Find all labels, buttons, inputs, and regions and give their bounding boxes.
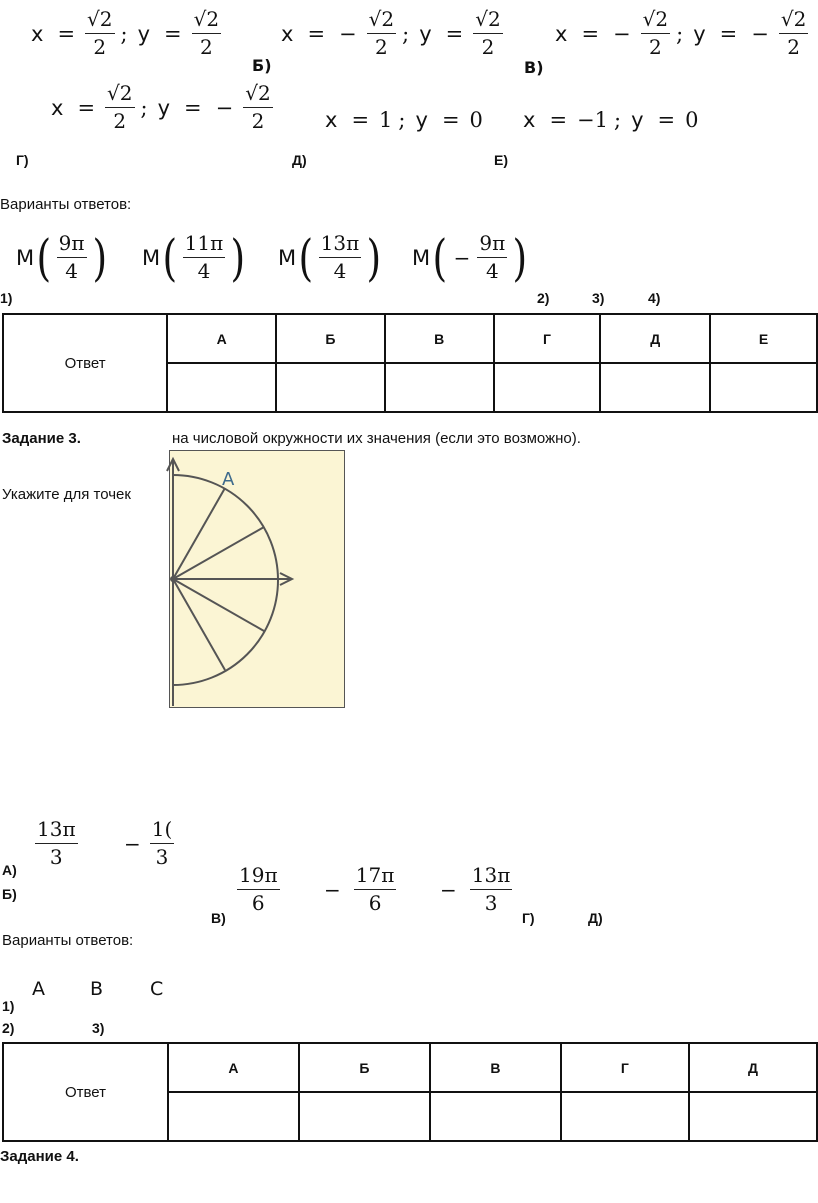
equals-sign: =	[549, 108, 568, 132]
option-e-expression	[516, 108, 702, 132]
semicolon: ;	[402, 21, 410, 46]
equals-sign: =	[164, 21, 182, 46]
answer-cell[interactable]	[710, 363, 817, 412]
table-header: Г	[494, 314, 601, 363]
table-header: Е	[710, 314, 817, 363]
minus-sign: −	[440, 877, 457, 902]
x-value: −1	[577, 108, 609, 132]
fraction	[57, 232, 87, 283]
left-paren: (	[432, 228, 448, 287]
numerator: 13π	[319, 232, 362, 258]
ray	[173, 579, 264, 631]
abc-label-3: 3)	[92, 1020, 105, 1036]
denominator: 6	[251, 891, 265, 915]
option-g-label: Г)	[522, 910, 535, 926]
denominator: 3	[155, 845, 169, 869]
point-label-3: 3)	[592, 290, 605, 306]
denominator: 6	[368, 891, 382, 915]
numerator: 17π	[354, 864, 397, 890]
equals-sign: =	[445, 21, 464, 46]
answer-cell[interactable]	[494, 363, 601, 412]
option-g-expression	[44, 82, 276, 133]
point-a-label: A	[222, 469, 235, 490]
task3-text: на числовой окружности их значения (если это возможно).	[172, 430, 581, 447]
left-paren: (	[298, 228, 314, 287]
point-label-4: 4)	[648, 290, 661, 306]
option-g-fraction	[324, 864, 399, 915]
fraction	[367, 8, 396, 59]
table-header: В	[430, 1043, 561, 1092]
equals-sign: =	[307, 21, 326, 46]
y-symbol: y	[137, 21, 151, 46]
numerator: √2	[641, 8, 670, 34]
option-d-fraction	[440, 864, 515, 915]
denominator: 2	[649, 35, 662, 59]
task4-title: Задание 4.	[0, 1148, 79, 1165]
answer-cell[interactable]	[561, 1092, 689, 1141]
equals-sign: =	[719, 21, 738, 46]
numerator: 11π	[183, 232, 226, 258]
numerator: √2	[243, 82, 272, 108]
semicolon: ;	[614, 108, 622, 132]
numerator: √2	[105, 82, 134, 108]
numerator: √2	[473, 8, 502, 34]
table-header: А	[167, 314, 276, 363]
table-header: Б	[276, 314, 385, 363]
y-symbol: y	[419, 21, 432, 46]
x-symbol: x	[281, 21, 294, 46]
option-v-label: В)	[524, 58, 544, 77]
x-symbol: x	[51, 95, 64, 120]
numerator: √2	[779, 8, 808, 34]
x-symbol: x	[31, 21, 44, 46]
fraction	[237, 864, 280, 915]
numerator: √2	[192, 8, 221, 34]
point-m-1	[16, 228, 109, 287]
y-symbol: y	[631, 108, 644, 132]
letter-a: A	[32, 978, 45, 1000]
minus-sign: −	[613, 21, 631, 46]
y-symbol: y	[693, 21, 706, 46]
m-symbol: M	[412, 245, 431, 270]
table-header: А	[168, 1043, 299, 1092]
fraction	[105, 82, 134, 133]
denominator: 4	[197, 259, 211, 283]
denominator: 2	[93, 35, 107, 59]
option-d-expression	[318, 108, 486, 132]
right-paren: )	[230, 228, 246, 287]
option-v-expression	[548, 8, 811, 59]
x-symbol: x	[523, 108, 536, 132]
numerator: 9π	[57, 232, 87, 258]
denominator: 4	[485, 259, 499, 283]
left-paren: (	[36, 228, 52, 287]
option-a-expression	[24, 8, 224, 59]
variants-label: Варианты ответов:	[0, 196, 132, 213]
option-a-label: А)	[2, 862, 17, 878]
point-label-1: 1)	[0, 290, 13, 306]
fraction	[192, 8, 221, 59]
minus-sign: −	[324, 877, 341, 902]
numerator: 13π	[470, 864, 513, 890]
equals-sign: =	[581, 21, 600, 46]
fraction	[35, 818, 78, 869]
fraction	[183, 232, 226, 283]
denominator: 3	[49, 845, 63, 869]
left-paren: (	[162, 228, 178, 287]
option-v-label: В)	[211, 910, 226, 926]
denominator: 2	[481, 35, 495, 59]
fraction	[470, 864, 513, 915]
y-symbol: y	[415, 108, 428, 132]
task3-text-left: Укажите для точек	[2, 486, 131, 503]
numerator: √2	[367, 8, 396, 34]
right-paren: )	[91, 228, 107, 287]
denominator: 3	[484, 891, 498, 915]
fraction	[150, 818, 175, 869]
option-b-fraction	[124, 817, 173, 869]
ray	[173, 527, 264, 579]
fraction	[641, 8, 670, 59]
table-header: Д	[600, 314, 710, 363]
semicolon: ;	[120, 21, 128, 46]
option-e-label: Е)	[494, 152, 508, 168]
y-value: 0	[469, 108, 483, 132]
equals-sign: =	[657, 108, 676, 132]
answer-cell[interactable]	[276, 363, 385, 412]
unit-circle-svg	[170, 451, 346, 709]
letter-b: B	[90, 978, 104, 1000]
abc-label-1: 1)	[2, 998, 15, 1014]
numerator: 1(	[150, 818, 175, 844]
denominator: 4	[333, 259, 347, 283]
equals-sign: =	[441, 108, 460, 132]
table-header: В	[385, 314, 494, 363]
ray	[173, 579, 225, 670]
minus-sign: −	[215, 95, 234, 120]
equals-sign: =	[351, 108, 370, 132]
numerator: 9π	[477, 232, 507, 258]
equals-sign: =	[77, 95, 96, 120]
m-symbol: M	[142, 245, 161, 270]
equals-sign: =	[184, 95, 202, 120]
table-header: Г	[561, 1043, 689, 1092]
y-value: 0	[685, 108, 699, 132]
fraction	[243, 82, 272, 133]
denominator: 2	[251, 109, 265, 133]
right-paren: )	[512, 228, 528, 287]
answer-cell[interactable]	[600, 363, 710, 412]
equals-sign: =	[57, 21, 76, 46]
m-symbol: M	[278, 245, 297, 270]
table-header: Б	[299, 1043, 430, 1092]
numerator: 19π	[237, 864, 280, 890]
answer-cell[interactable]	[167, 363, 276, 412]
origin-point	[170, 576, 176, 582]
letter-c: C	[150, 978, 164, 1000]
answer-cell[interactable]	[430, 1092, 561, 1141]
option-a-fraction	[32, 818, 81, 869]
denominator: 2	[787, 35, 800, 59]
variants-label-2: Варианты ответов:	[2, 932, 134, 949]
x-symbol: x	[325, 108, 338, 132]
option-g-label: Г)	[16, 152, 29, 168]
denominator: 2	[200, 35, 213, 59]
point-m-2	[142, 228, 248, 287]
table-header: Д	[689, 1043, 817, 1092]
point-label-2: 2)	[537, 290, 550, 306]
minus-sign: −	[124, 831, 141, 856]
minus-sign: −	[751, 21, 769, 46]
answer-label: Ответ	[3, 314, 167, 412]
m-symbol: M	[16, 245, 35, 270]
point-m-4	[412, 228, 530, 287]
fraction	[473, 8, 502, 59]
fraction	[779, 8, 808, 59]
answer-cell[interactable]	[385, 363, 494, 412]
x-value: 1	[379, 108, 393, 132]
numerator: √2	[85, 8, 114, 34]
point-m-3	[278, 228, 384, 287]
minus-sign: −	[453, 245, 471, 270]
semicolon: ;	[676, 21, 684, 46]
task3-title: Задание 3.	[2, 430, 81, 447]
option-b-label: Б)	[252, 56, 272, 75]
answer-cell[interactable]	[168, 1092, 299, 1141]
answer-cell[interactable]	[299, 1092, 430, 1141]
abc-label-2: 2)	[2, 1020, 15, 1036]
denominator: 2	[113, 109, 127, 133]
ray	[173, 488, 225, 579]
option-d-label: Д)	[292, 152, 307, 168]
minus-sign: −	[339, 21, 357, 46]
answer-cell[interactable]	[689, 1092, 817, 1141]
fraction	[477, 232, 507, 283]
semicolon: ;	[140, 95, 148, 120]
right-paren: )	[366, 228, 382, 287]
option-b-label: Б)	[2, 886, 17, 902]
x-symbol: x	[555, 21, 568, 46]
fraction	[319, 232, 362, 283]
fraction	[85, 8, 114, 59]
option-b-expression	[274, 8, 506, 59]
semicolon: ;	[398, 108, 406, 132]
y-symbol: y	[157, 95, 171, 120]
denominator: 4	[65, 259, 78, 283]
answer-table-1	[2, 313, 818, 413]
option-v-fraction	[234, 864, 283, 915]
unit-circle-figure	[169, 450, 345, 708]
answer-label: Ответ	[3, 1043, 168, 1141]
numerator: 13π	[35, 818, 78, 844]
answer-table-2	[2, 1042, 818, 1142]
denominator: 2	[375, 35, 388, 59]
option-d-label: Д)	[588, 910, 603, 926]
fraction	[354, 864, 397, 915]
